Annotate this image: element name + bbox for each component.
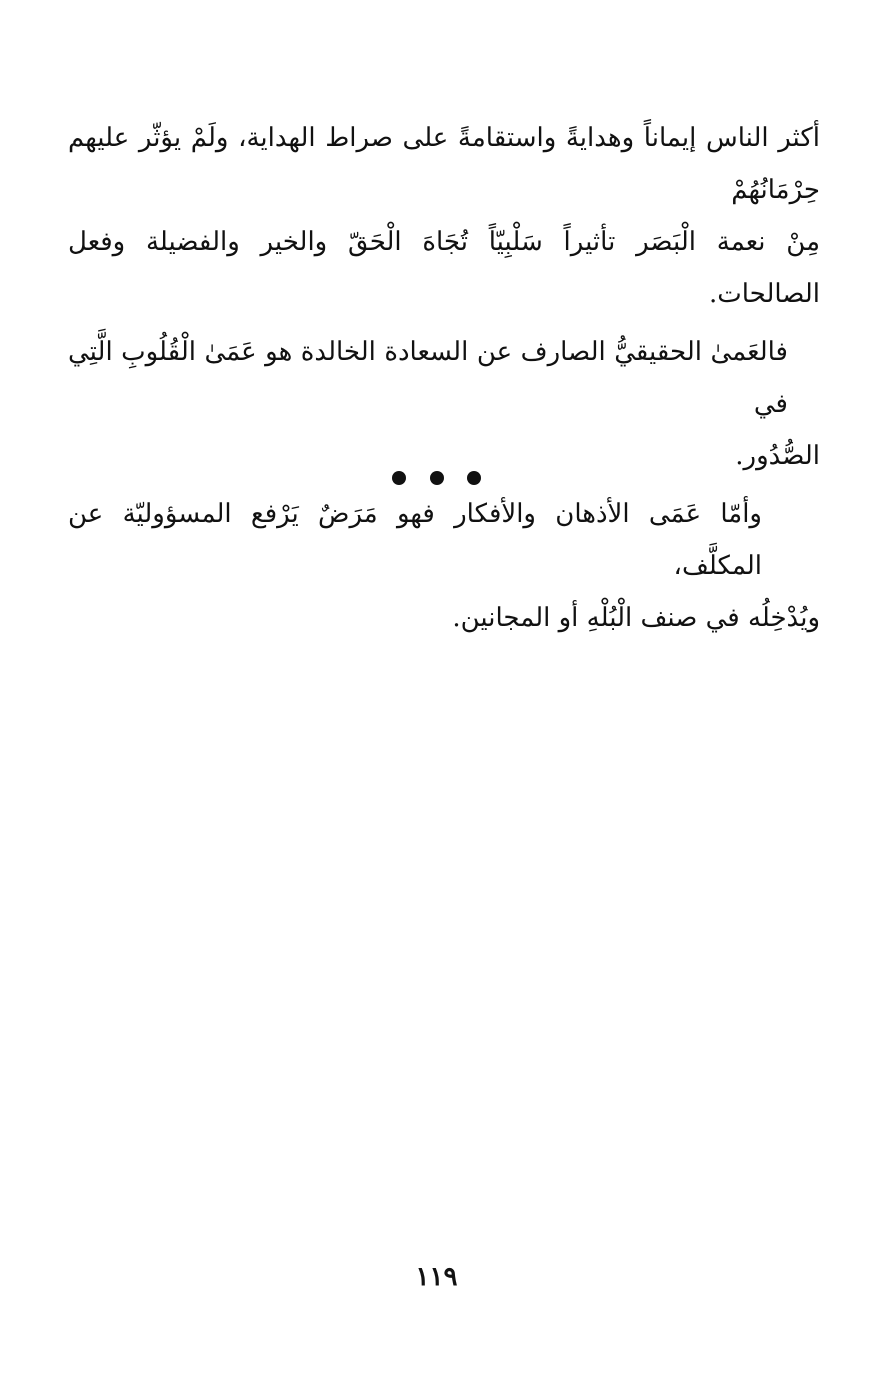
text-line: أكثر الناس إيماناً وهدايةً واستقامةً على صراط الهداية، ولَمْ يؤثّر عليهم حِرْمَانُهُمْ [68, 123, 820, 205]
dot-icon [392, 471, 406, 485]
dot-icon [467, 471, 481, 485]
text-line: فالعَمىٰ الحقيقيُّ الصارف عن السعادة الخالدة هو عَمَىٰ الْقُلُوبِ الَّتِي في [68, 337, 788, 419]
paragraph-2 [68, 326, 820, 482]
text-line: مِنْ نعمة الْبَصَر تأثيراً سَلْبِيّاً تُجَاهَ الْحَقّ والخير والفضيلة وفعل الصالحات. [68, 227, 820, 309]
text-line: وأمّا عَمَى الأذهان والأفكار فهو مَرَضٌ يَرْفع المسؤوليّة عن المكلَّف، [68, 499, 762, 581]
paragraph-1 [68, 112, 820, 320]
three-dots-separator-icon [0, 470, 873, 489]
body-text [68, 112, 820, 650]
paragraph-3 [68, 488, 820, 644]
text-line: الصُّدُور. [735, 441, 820, 471]
text-line: ويُدْخِلُه في صنف الْبُلْهِ أو المجانين. [452, 603, 820, 633]
page-number: ١١٩ [415, 1262, 458, 1292]
dot-icon [430, 471, 444, 485]
